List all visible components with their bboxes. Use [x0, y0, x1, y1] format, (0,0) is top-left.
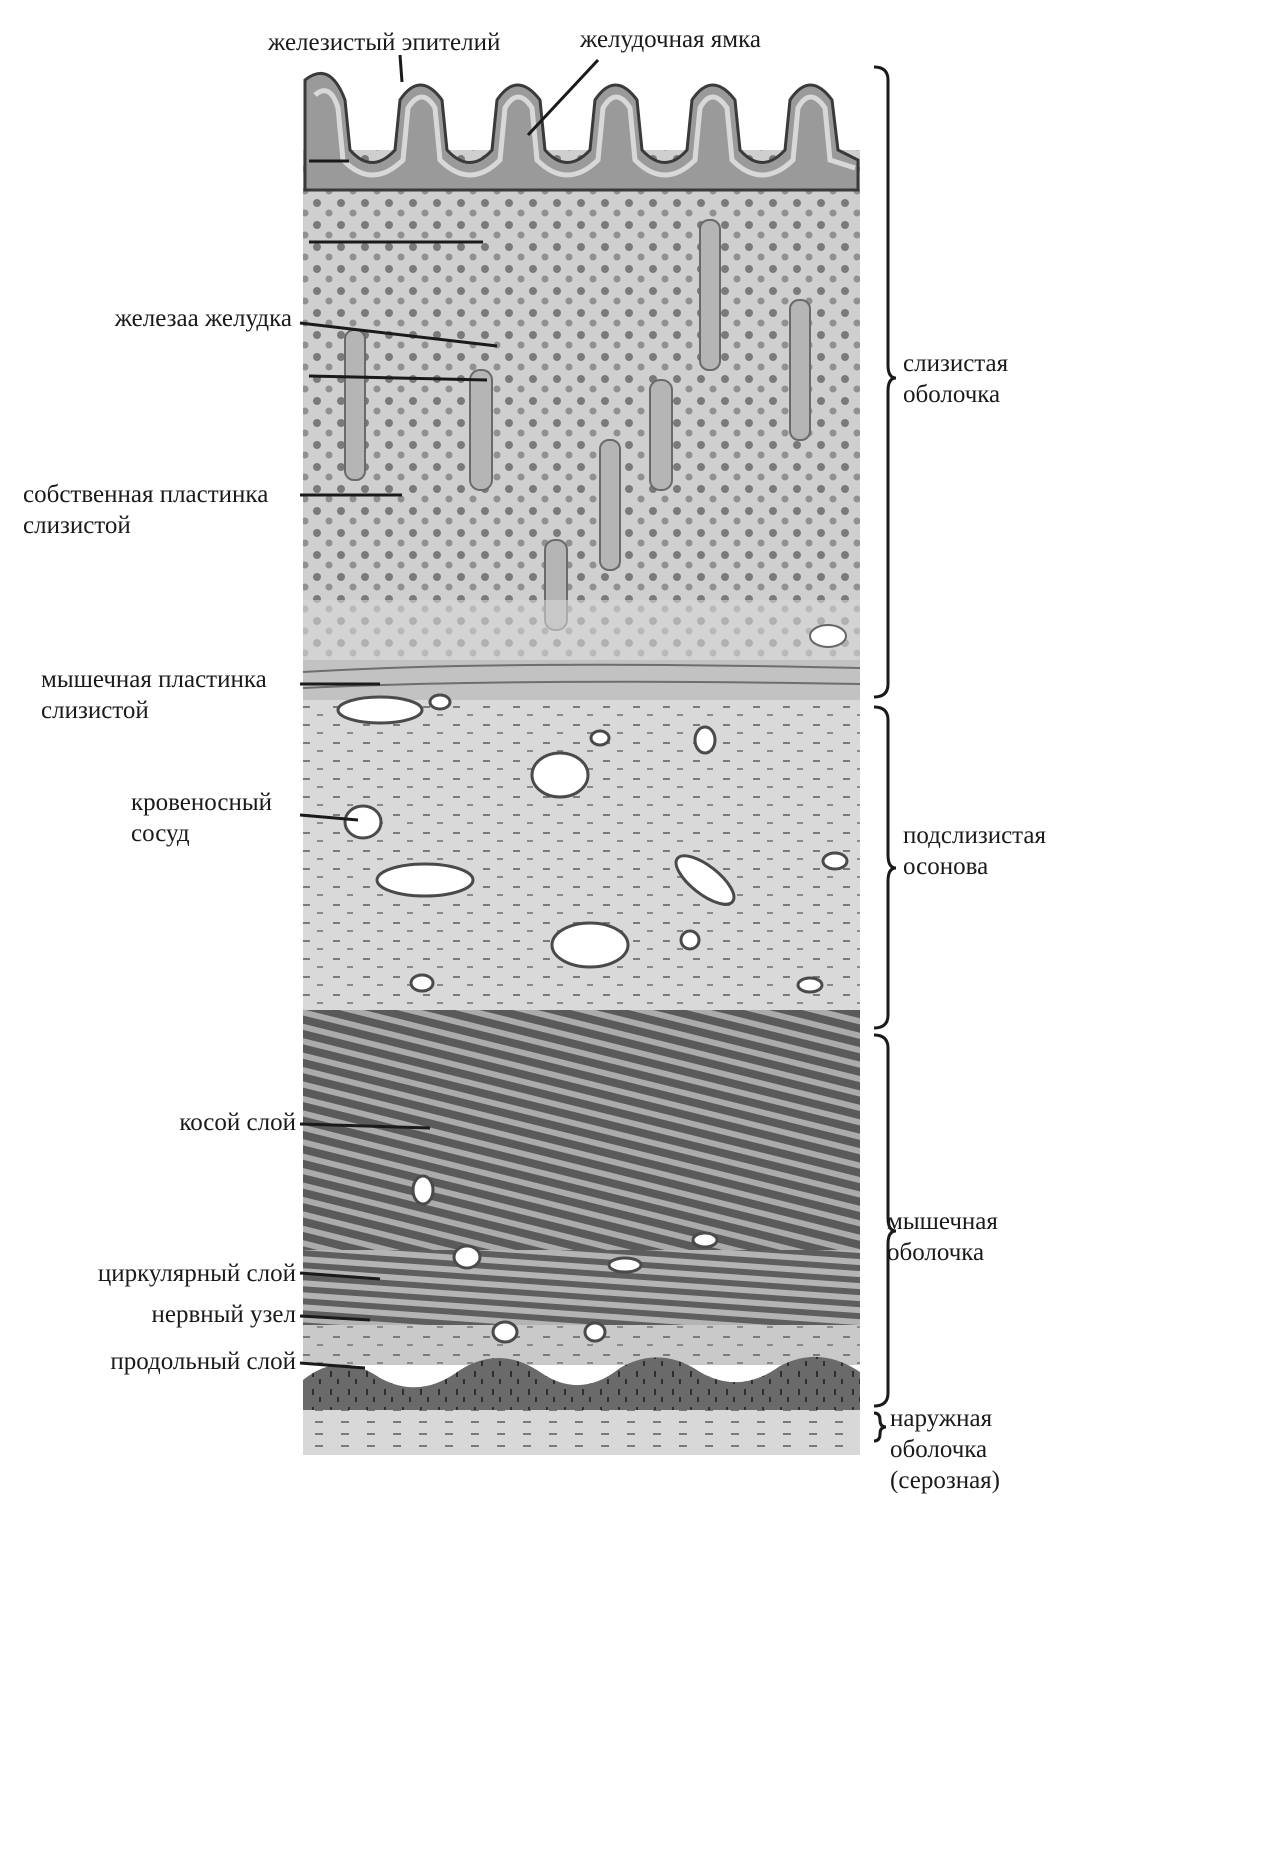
- label-longitudinal-layer: продольный слой: [110, 1348, 296, 1375]
- submucosa-tissue: [303, 695, 860, 1010]
- layer-label-mucosa: слизистая оболочка: [903, 350, 1009, 408]
- layer-label-submucosa: подслизистая осонова: [903, 822, 1047, 880]
- layer-label-serosa: наружная оболочка (серозная): [890, 1405, 1000, 1494]
- muscularis-mucosae-tissue: [303, 660, 860, 700]
- label-nerve-ganglion: нервный узел: [151, 1301, 296, 1328]
- label-circular-layer: циркулярный слой: [97, 1260, 296, 1287]
- mucosa-bracket: [874, 67, 896, 697]
- label-gastric-pit: желудочная ямка: [580, 26, 761, 53]
- label-gastric-gland: железаа желудка: [114, 305, 292, 332]
- label-glandular-epithelium: железистый эпителий: [268, 29, 501, 56]
- serosa-tissue: [303, 1410, 860, 1455]
- label-oblique-layer: косой слой: [179, 1109, 296, 1136]
- label-muscularis-mucosae: мышечная пластинка слизистой: [41, 666, 267, 724]
- label-lamina-propria: собственная пластинка слизистой: [23, 481, 269, 539]
- layer-label-muscularis: мышечная оболочка: [887, 1208, 998, 1266]
- mucosa-tissue: [303, 73, 860, 660]
- serosa-bracket: [874, 1413, 886, 1441]
- muscularis-externa-tissue: [303, 1010, 860, 1410]
- submucosa-bracket: [874, 707, 896, 1028]
- label-blood-vessel: кровеносный сосуд: [131, 789, 273, 847]
